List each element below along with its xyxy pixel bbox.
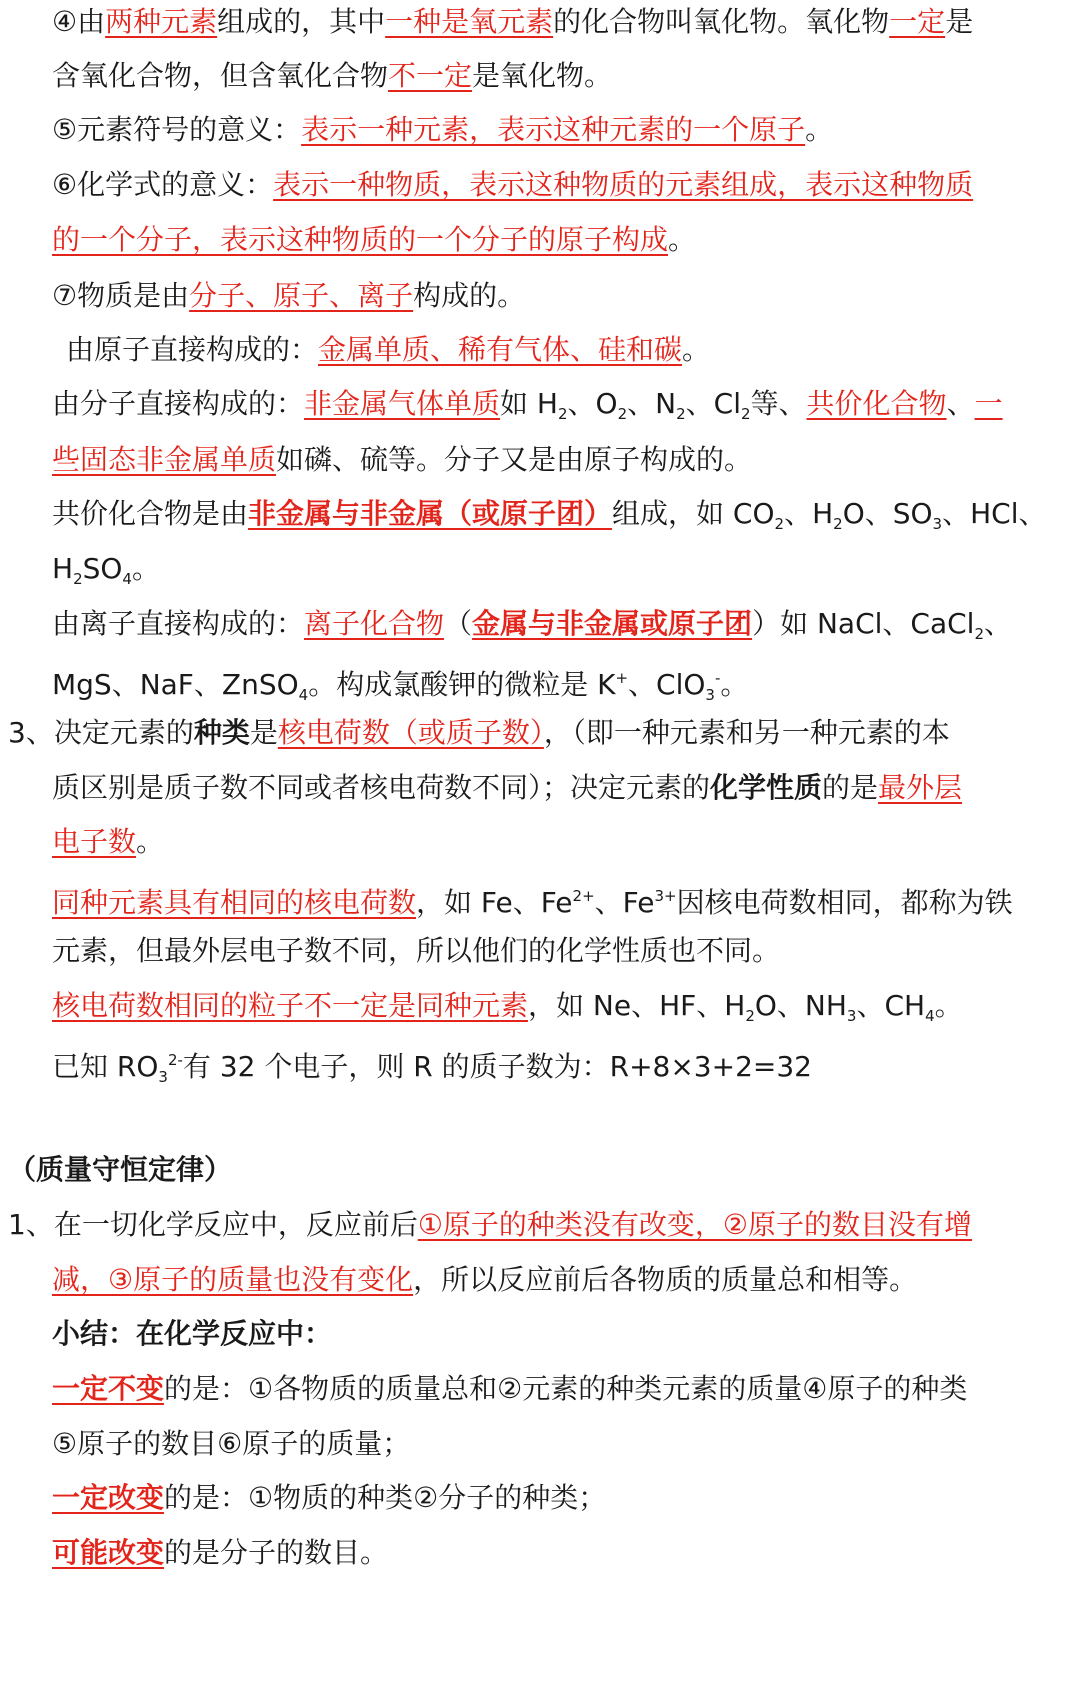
- text-run: ）如 NaCl、CaCl: [752, 607, 975, 640]
- superscript: -: [714, 669, 721, 687]
- highlight-text: 金属单质、稀有气体、硅和碳: [318, 333, 683, 366]
- subscript: 3: [846, 1007, 857, 1025]
- text-run: H: [52, 552, 74, 585]
- highlight-text: 分子、原子、离子: [189, 279, 414, 312]
- text-line: [52, 986, 963, 1036]
- text-run: 的是: [822, 771, 879, 804]
- text-run: 。: [682, 333, 711, 366]
- highlight-text: 离子化合物: [304, 607, 445, 640]
- highlight-text: 减，③原子的质量也没有变化: [52, 1263, 414, 1296]
- bold-text: （质量守恒定律）: [8, 1153, 233, 1186]
- text-run: 。: [805, 113, 834, 146]
- highlight-text: 一: [974, 387, 1003, 420]
- subscript: 3: [932, 515, 943, 533]
- text-line: [52, 1478, 606, 1518]
- text-line: [8, 1205, 972, 1245]
- text-run: 因核电荷数相同，都称为铁: [676, 886, 1013, 919]
- text-run: 构成的。: [413, 279, 526, 312]
- subscript: 4: [298, 686, 309, 704]
- highlight-bold-text: 非金属与非金属（或原子团）: [248, 497, 613, 530]
- text-line: [52, 1260, 917, 1300]
- text-run: 。: [668, 223, 697, 256]
- subscript: 3: [158, 1068, 168, 1086]
- text-run: ⑥化学式的意义：: [52, 168, 274, 201]
- text-run: 由原子直接构成的：: [66, 333, 319, 366]
- text-run: 质区别是质子数不同或者核电荷数不同）；决定元素的: [52, 771, 711, 804]
- text-run: 、O: [567, 387, 618, 420]
- text-run: 、HCl、: [942, 497, 1047, 530]
- text-run: 、Fe: [594, 886, 655, 919]
- highlight-bold-text: 可能改变: [52, 1536, 165, 1569]
- text-run: 组成的，其中: [217, 5, 386, 38]
- text-line: [52, 384, 1003, 434]
- highlight-text: ①原子的种类没有改变，②原子的数目没有增: [417, 1208, 973, 1241]
- highlight-text: 两种元素: [105, 5, 218, 38]
- text-run: 有 32 个电子，则 R 的质子数为：R+8×3+2=32: [182, 1050, 812, 1083]
- text-run: 的化合物叫氧化物。氧化物: [553, 5, 890, 38]
- highlight-text: 一定: [889, 5, 946, 38]
- text-line: [52, 1424, 410, 1464]
- subscript: 2: [617, 405, 628, 423]
- text-run: 的是：①物质的种类②分子的种类；: [164, 1481, 607, 1514]
- text-run: ⑤原子的数目⑥原子的质量；: [52, 1427, 411, 1460]
- text-run: O、NH: [754, 989, 847, 1022]
- text-line: [52, 1369, 967, 1409]
- text-run: ⑤元素符号的意义：: [52, 113, 302, 146]
- text-run: ，如 Ne、HF、H: [528, 989, 746, 1022]
- bold-text: 小结：在化学反应中：: [52, 1317, 333, 1350]
- highlight-text: 核电荷数（或质子数）: [277, 716, 544, 749]
- text-run: 。: [720, 668, 749, 701]
- text-run: 。: [934, 989, 963, 1022]
- text-run: MgS、NaF、ZnSO: [52, 668, 299, 701]
- text-line: [52, 2, 973, 42]
- text-run: 共价化合物是由: [52, 497, 249, 530]
- text-run: 如磷、硫等。分子又是由原子构成的。: [276, 443, 753, 476]
- text-line: [52, 931, 780, 971]
- highlight-text: 核电荷数相同的粒子不一定是同种元素: [52, 989, 529, 1022]
- highlight-text: 共价化合物: [806, 387, 947, 420]
- subscript: 3: [705, 686, 715, 704]
- text-run: 元素，但最外层电子数不同，所以他们的化学性质也不同。: [52, 934, 781, 967]
- subscript: 2: [745, 1007, 755, 1025]
- text-run: 、N: [627, 387, 677, 420]
- text-line: [52, 110, 833, 150]
- superscript: +: [615, 669, 629, 687]
- text-run: ④由: [52, 5, 106, 38]
- text-line: [52, 822, 164, 862]
- text-run: 如 H: [500, 387, 558, 420]
- highlight-bold-text: 一定不变: [52, 1372, 165, 1405]
- text-run: 由分子直接构成的：: [52, 387, 305, 420]
- text-line: [52, 876, 1013, 923]
- highlight-text: 些固态非金属单质: [52, 443, 277, 476]
- highlight-text: 同种元素具有相同的核电荷数: [52, 886, 417, 919]
- text-line: [66, 330, 710, 370]
- text-run: 1、在一切化学反应中，反应前后: [8, 1208, 418, 1241]
- highlight-text: 的一个分子，表示这种物质的一个分子的原子构成: [52, 223, 669, 256]
- text-line: [52, 549, 160, 599]
- text-run: O、SO: [842, 497, 933, 530]
- subscript: 2: [774, 515, 785, 533]
- subscript: 2: [558, 405, 568, 423]
- text-run: SO: [82, 552, 123, 585]
- text-run: 、: [946, 387, 975, 420]
- text-line: [52, 1040, 812, 1097]
- highlight-text: 表示一种物质，表示这种物质的元素组成，表示这种物质: [273, 168, 974, 201]
- text-run: 是: [249, 716, 278, 749]
- superscript: 2+: [572, 887, 595, 905]
- text-run: 含氧化合物，但含氧化合物: [52, 59, 389, 92]
- text-line: [52, 440, 752, 480]
- text-run: 、Cl: [685, 387, 741, 420]
- superscript: 3+: [654, 887, 677, 905]
- highlight-bold-text: 一定改变: [52, 1481, 165, 1514]
- text-line: [52, 220, 696, 260]
- section-heading: [8, 1150, 232, 1190]
- text-run: 、ClO: [628, 668, 706, 701]
- bold-text: 种类: [193, 716, 250, 749]
- text-line: [52, 56, 612, 96]
- highlight-text: 不一定: [388, 59, 473, 92]
- text-line: [52, 276, 525, 316]
- subscript: 2: [676, 405, 686, 423]
- text-run: 、: [983, 607, 1012, 640]
- text-run: 是: [945, 5, 974, 38]
- text-run: 是氧化物。: [472, 59, 613, 92]
- summary-heading: [52, 1314, 332, 1354]
- text-run: 、CH: [856, 989, 926, 1022]
- text-run: 的是：①各物质的质量总和②元素的种类元素的质量④原子的种类: [164, 1372, 968, 1405]
- text-line: [52, 494, 1046, 544]
- subscript: 4: [925, 1007, 935, 1025]
- text-run: 。: [131, 552, 160, 585]
- text-run: 、H: [784, 497, 834, 530]
- text-run: ，所以反应前后各物质的质量总和相等。: [413, 1263, 918, 1296]
- text-run: （: [444, 607, 473, 640]
- highlight-bold-text: 金属与非金属或原子团: [472, 607, 753, 640]
- highlight-text: 非金属气体单质: [304, 387, 501, 420]
- highlight-text: 最外层: [878, 771, 963, 804]
- bold-text: 化学性质: [710, 771, 823, 804]
- text-line: [52, 165, 973, 205]
- highlight-text: 一种是氧元素: [385, 5, 554, 38]
- highlight-text: 电子数: [52, 825, 137, 858]
- text-run: ⑦物质是由: [52, 279, 190, 312]
- text-line: [8, 713, 950, 753]
- text-line: [52, 1533, 388, 1573]
- subscript: 2: [740, 405, 751, 423]
- text-run: ，如 Fe、Fe: [416, 886, 573, 919]
- text-run: 由离子直接构成的：: [52, 607, 305, 640]
- superscript: 2-: [167, 1051, 183, 1069]
- subscript: 2: [73, 570, 83, 588]
- text-run: 3、决定元素的: [8, 716, 194, 749]
- subscript: 4: [122, 570, 132, 588]
- text-run: 的是分子的数目。: [164, 1536, 389, 1569]
- subscript: 2: [974, 625, 984, 643]
- text-line: [52, 604, 1012, 654]
- subscript: 2: [833, 515, 843, 533]
- text-run: 组成，如 CO: [612, 497, 775, 530]
- text-line: [52, 658, 748, 715]
- highlight-text: 表示一种元素，表示这种元素的一个原子: [301, 113, 806, 146]
- text-line: [52, 768, 962, 808]
- text-run: 等、: [750, 387, 807, 420]
- text-run: 。构成氯酸钾的微粒是 K: [308, 668, 616, 701]
- text-run: ，（即一种元素和另一种元素的本: [543, 716, 950, 749]
- text-run: 。: [136, 825, 165, 858]
- text-run: 已知 RO: [52, 1050, 159, 1083]
